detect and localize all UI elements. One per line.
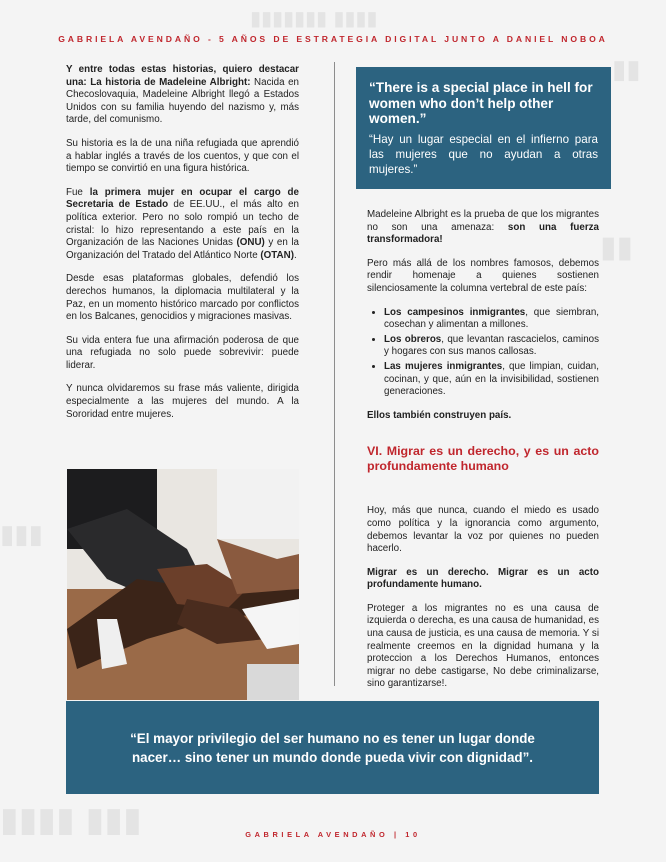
left-column <box>66 64 299 432</box>
list-item: • Los obreros, que levantan rascacielos, caminos y hogares con sus manos callosas. <box>384 334 599 359</box>
paragraph-today: Hoy, más que nunca, cuando el miedo es usado como política y la ignorancia como argumento, debemos levantar la voz por quienes no pueden hacerlo. <box>367 505 599 555</box>
quote-english: “There is a special place in hell for women who don’t help other women.” <box>369 80 593 126</box>
list-item: • Los campesinos inmigrantes, que siembran, cosechan y alimentan a millones. <box>384 307 599 332</box>
bottom-quote: “El mayor privilegio del ser humano no es tener un lugar donde nacer… sino tener un mundo donde pueda vivir con dignidad”. <box>130 730 535 765</box>
workers-list <box>384 307 599 399</box>
bottom-quote-box <box>66 701 599 794</box>
list-item: • Las mujeres inmigrantes, que limpian, cuidan, cocinan, y que, aún en la invisibilidad, sostienen generaciones. <box>384 361 599 399</box>
right-column <box>367 209 599 702</box>
quote-box <box>356 67 611 189</box>
paragraph-leadership: Su vida entera fue una afirmación poderosa de que una refugiada no solo puede sobrevivir: puede liderar. <box>66 334 299 371</box>
paragraph-right: Migrar es un derecho. Migrar es un acto profundamente humano. <box>367 566 599 591</box>
background-texture: ▮▮▮▮▮▮▮ ▮▮▮▮ ▮▮ ▮▮▮ ▮▮ ▮▮▮▮ ▮▮▮ <box>0 6 641 840</box>
column-divider <box>334 62 335 686</box>
paragraph-childhood: Su historia es la de una niña refugiada que aprendió a hablar inglés a través de los cuentos, y que con el tiempo se convirtió en una figura histórica. <box>66 137 299 175</box>
paragraph-homage: Pero más allá de los nombres famosos, debemos rendir homenaje a quienes sostienen silenciosamente la columna vertebral de este país: <box>367 257 599 294</box>
page-footer: GABRIELA AVENDAÑO | 10 <box>245 830 421 839</box>
paragraph-human-rights: Desde esas plataformas globales, defendió los derechos humanos, la diplomacia multilateral y la Paz, en un momento histórico marcado por conflictos en los Balcanes, genocidios y migraciones masivas. <box>66 273 299 323</box>
hands-together-photo <box>67 469 299 700</box>
paragraph-proof: Madeleine Albright es la prueba de que los migrantes no son una amenaza: son una fuerza transformadora! <box>367 209 599 246</box>
paragraph-build-country: Ellos también construyen país. <box>367 409 512 421</box>
paragraph-phrase: Y nunca olvidaremos su frase más valiente, dirigida especialmente a las mujeres del mundo. A la Sororidad entre mujeres. <box>66 383 299 420</box>
quote-spanish: “Hay un lugar especial en el infierno para las mujeres que no ayudan a otras mujeres.” <box>369 132 598 176</box>
paragraph-intro: Y entre todas estas historias, quiero destacar una: La historia de Madeleine Albright: Nacida en Checoslovaquia, Madeleine Albright llegó a Estados Unidos con su familia huyendo del nazismo y, más tarde, del comunismo. <box>66 64 299 126</box>
section-heading: VI. Migrar es un derecho, y es un acto profundamente humano <box>367 444 599 474</box>
page-header: GABRIELA AVENDAÑO - 5 AÑOS DE ESTRATEGIA DIGITAL JUNTO A DANIEL NOBOA <box>58 34 608 44</box>
paragraph-secretary: Fue la primera mujer en ocupar el cargo de Secretaria de Estado de EE.UU., el más alto en política exterior. Pero no solo rompió un techo de cristal: lo hizo representando a este país en la Organización de las Naciones Unidas (ONU) y en la Organización del Tratado del Atlántico Norte (OTAN). <box>66 186 299 261</box>
paragraph-protect: Proteger a los migrantes no es una causa de izquierda o derecha, es una causa de humanidad, es una causa de justicia, es una causa de memoria. Y si realmente creemos en la dignidad humana y la proteccion a los Derechos Humanos, entonces migrar no debe castigarse, No debe criminalizarse, sino garantizarse!. <box>367 602 599 690</box>
